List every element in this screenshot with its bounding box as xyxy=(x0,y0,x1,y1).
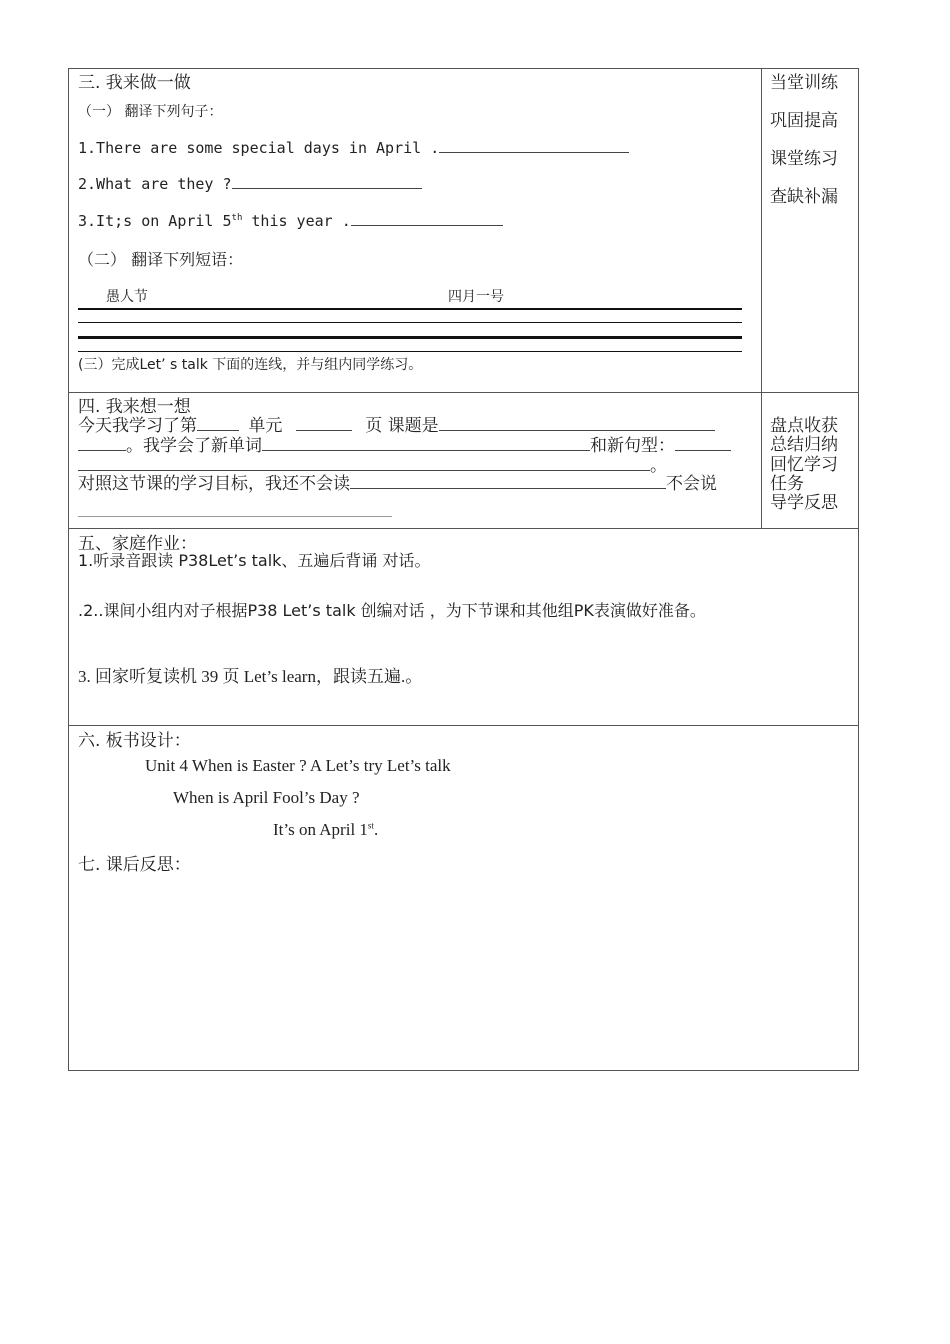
answer-line xyxy=(78,308,742,310)
reflection-line-3: 。 xyxy=(78,451,667,476)
sentence-3: 3.It;s on April 5th this year . xyxy=(78,212,503,230)
answer-line xyxy=(78,351,742,352)
side-label: 查缺补漏 xyxy=(770,187,838,207)
part-1-title: （一） 翻译下列句子： xyxy=(78,104,223,120)
homework-item-1: 1.听录音跟读 P38Let’s talk、五遍后背诵 对话。 xyxy=(78,551,431,570)
section-3-heading: 三. 我来做一做 xyxy=(78,73,191,93)
side-label: 导学反思 xyxy=(770,493,838,513)
side-label: 盘点收获 xyxy=(770,416,838,436)
homework-item-2: .2..课间小组内对子根据P38 Let’s talk 创编对话 ，为下节课和其他组PK表演做好准备。 xyxy=(78,601,706,620)
part-3-instruction: (三）完成Let’ s talk 下面的连线，并与组内同学练习。 xyxy=(78,357,423,373)
answer-blank-2 xyxy=(232,187,422,189)
side-label: 回忆学习 xyxy=(770,455,838,475)
side-label: 总结归纳 xyxy=(770,435,838,455)
side-label: 课堂练习 xyxy=(770,149,838,169)
section-5-heading: 五、家庭作业： xyxy=(78,534,197,554)
reflection-line-4: 对照这节课的学习目标，我还不会读 不会说 xyxy=(78,474,717,494)
phrase-1: 愚人节 xyxy=(106,289,148,305)
side-label: 巩固提高 xyxy=(770,111,838,131)
board-line-2: When is April Fool’s Day ? xyxy=(173,788,360,807)
sentence-2: 2.What are they ? xyxy=(78,175,422,193)
answer-line xyxy=(78,322,742,323)
part-2-title: （二） 翻译下列短语： xyxy=(78,250,244,269)
reflection-line-1: 今天我学习了第 单元 页 课题是 xyxy=(78,411,715,436)
section-6-heading: 六. 板书设计： xyxy=(78,731,191,751)
section-4-heading: 四. 我来想一想 xyxy=(78,397,191,417)
board-line-3: It’s on April 1st. xyxy=(273,820,379,839)
sentence-1: 1.There are some special days in April . xyxy=(78,139,629,157)
answer-blank-1 xyxy=(439,151,629,153)
answer-blank-3 xyxy=(351,224,503,226)
homework-item-3: 3. 回家听复读机 39 页 Let’s learn，跟读五遍.。 xyxy=(78,667,423,686)
side-label: 当堂训练 xyxy=(770,73,838,93)
side-label: 任务 xyxy=(770,474,804,494)
phrase-2: 四月一号 xyxy=(448,289,504,305)
reflection-blank-line xyxy=(78,516,392,517)
section-7-heading: 七. 课后反思： xyxy=(78,855,191,875)
answer-line xyxy=(78,336,742,339)
board-line-1: Unit 4 When is Easter ? A Let’s try Let’s talk xyxy=(145,756,451,775)
reflection-line-2: 。我学会了新单词 和新句型： xyxy=(78,431,731,456)
